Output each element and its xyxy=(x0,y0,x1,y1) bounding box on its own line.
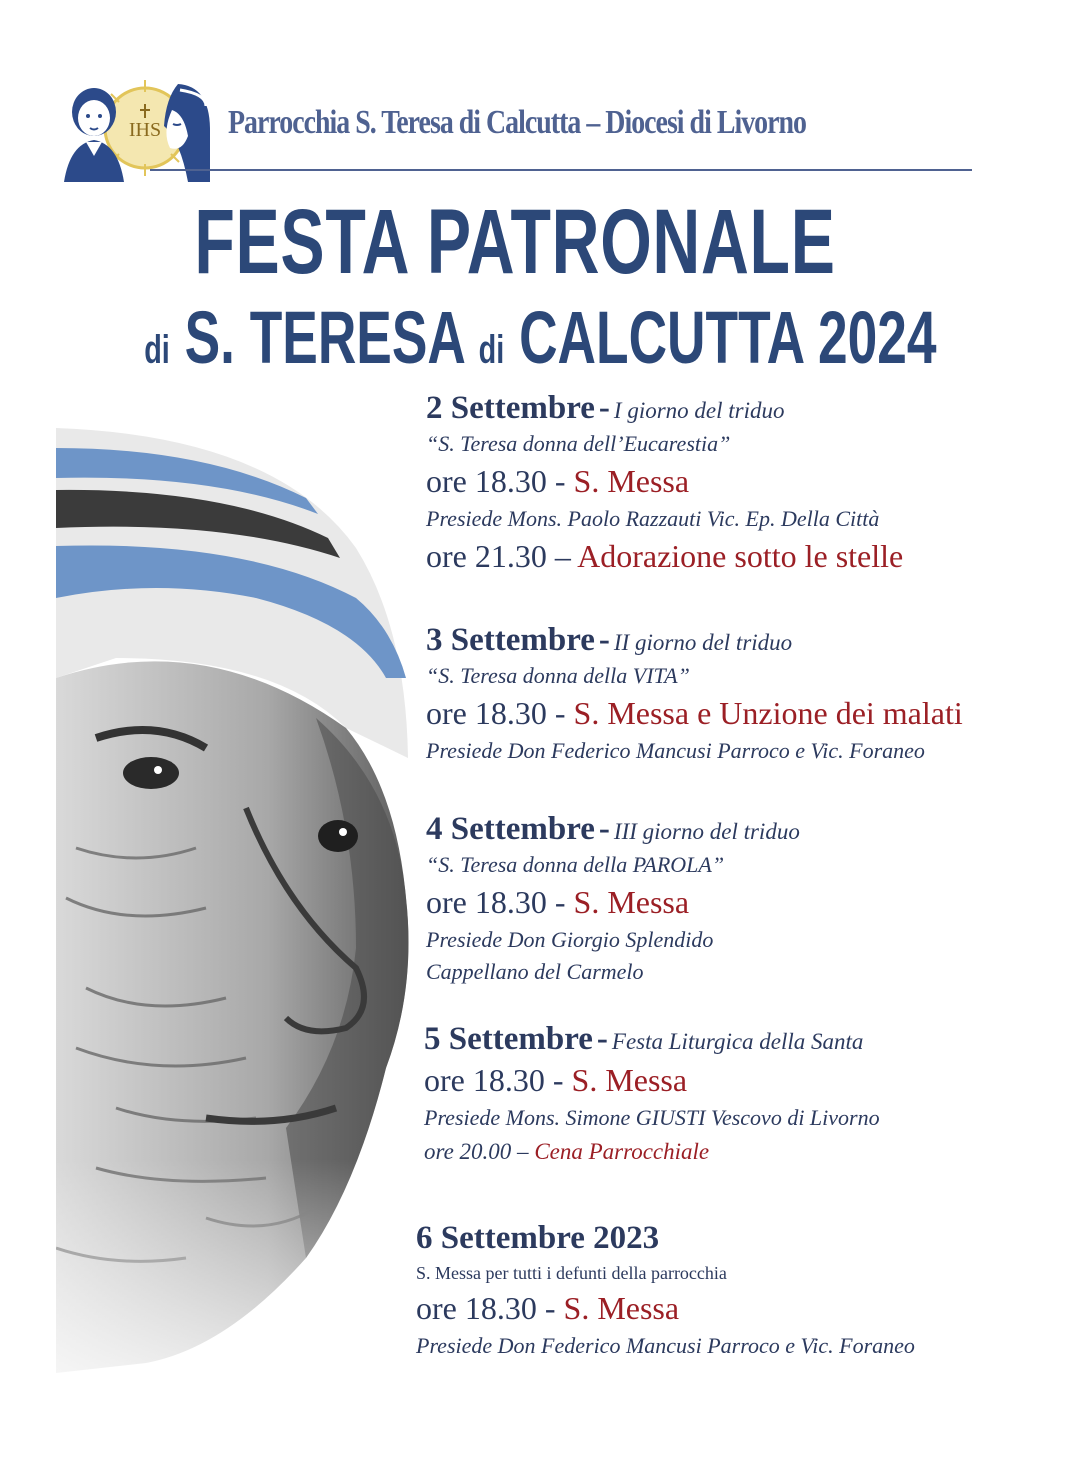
day-date: 3 Settembre xyxy=(426,622,595,658)
mass-line xyxy=(424,1062,880,1099)
subtitle-di: di xyxy=(144,328,170,372)
day-note: Festa Liturgica della Santa xyxy=(611,1029,864,1054)
day-2 xyxy=(426,624,963,764)
logo-monogram: IHS xyxy=(128,119,162,141)
day-theme: “S. Teresa donna dell’Eucarestia” xyxy=(426,431,731,456)
extra-time: ore 20.00 – xyxy=(424,1138,529,1164)
subtitle-rest: CALCUTTA 2024 xyxy=(519,296,937,379)
day-dash: - xyxy=(598,811,610,847)
day-date: 2 Settembre xyxy=(426,390,595,426)
parish-name: Parrocchia S. Teresa di Calcutta – Diocesi di Livorno xyxy=(228,104,806,141)
day-note: II giorno del triduo xyxy=(613,630,793,655)
day-1 xyxy=(426,392,903,575)
extra-label: Cena Parrocchiale xyxy=(534,1138,710,1164)
day-heading xyxy=(426,624,963,657)
day-theme: “S. Teresa donna della VITA” xyxy=(426,663,690,688)
day-4 xyxy=(424,1023,880,1165)
mass-line xyxy=(426,463,903,500)
mass-time: ore 18.30 - xyxy=(426,695,566,731)
day-theme: “S. Teresa donna della PAROLA” xyxy=(426,852,725,877)
mass-label: S. Messa xyxy=(573,884,690,920)
mass-line xyxy=(426,695,963,732)
day-date: 5 Settembre xyxy=(424,1021,593,1057)
day-heading xyxy=(426,813,800,846)
mass-label: S. Messa e Unzione dei malati xyxy=(573,695,963,731)
extra-label: Adorazione sotto le stelle xyxy=(577,537,904,574)
day-3 xyxy=(426,813,800,985)
day-dash: - xyxy=(598,390,610,426)
mass-time: ore 18.30 - xyxy=(416,1290,556,1326)
day-dash: - xyxy=(598,622,610,658)
mass-time: ore 18.30 - xyxy=(426,463,566,499)
mass-label: S. Messa xyxy=(573,463,690,499)
extra-line xyxy=(426,538,903,575)
subtitle-saint: S. TERESA xyxy=(184,296,464,379)
day-intro: S. Messa per tutti i defunti della parrocchia xyxy=(416,1263,727,1283)
extra-time: ore 21.30 – xyxy=(426,537,571,574)
mass-line xyxy=(416,1290,915,1327)
day-note: III giorno del triduo xyxy=(613,819,800,844)
day-date: 4 Settembre xyxy=(426,811,595,847)
day-date: 6 Settembre 2023 xyxy=(416,1220,660,1256)
presider: Presiede Mons. Paolo Razzauti Vic. Ep. Della Città xyxy=(426,505,880,531)
day-note: I giorno del triduo xyxy=(613,398,785,423)
presider: Presiede Don Federico Mancusi Parroco e Vic. Foraneo xyxy=(426,737,925,763)
day-5 xyxy=(416,1222,915,1359)
bottom-strip xyxy=(0,1456,1080,1477)
subtitle-di-2: di xyxy=(478,328,505,372)
mass-label: S. Messa xyxy=(571,1062,688,1098)
presider: Presiede Don Federico Mancusi Parroco e Vic. Foraneo xyxy=(416,1332,915,1358)
presider-line-2: Cappellano del Carmelo xyxy=(426,958,644,984)
presider: Presiede Don Giorgio Splendido xyxy=(426,926,714,952)
mass-time: ore 18.30 - xyxy=(426,884,566,920)
mass-line xyxy=(426,884,800,921)
day-heading xyxy=(426,392,903,425)
day-heading xyxy=(424,1023,880,1056)
mass-time: ore 18.30 - xyxy=(424,1062,564,1098)
day-dash: - xyxy=(596,1021,608,1057)
page-title: FESTA PATRONALE xyxy=(194,191,836,293)
mass-label: S. Messa xyxy=(563,1290,680,1326)
presider: Presiede Mons. Simone GIUSTI Vescovo di Livorno xyxy=(424,1104,880,1130)
extra-line xyxy=(424,1139,880,1165)
day-heading xyxy=(416,1222,915,1255)
